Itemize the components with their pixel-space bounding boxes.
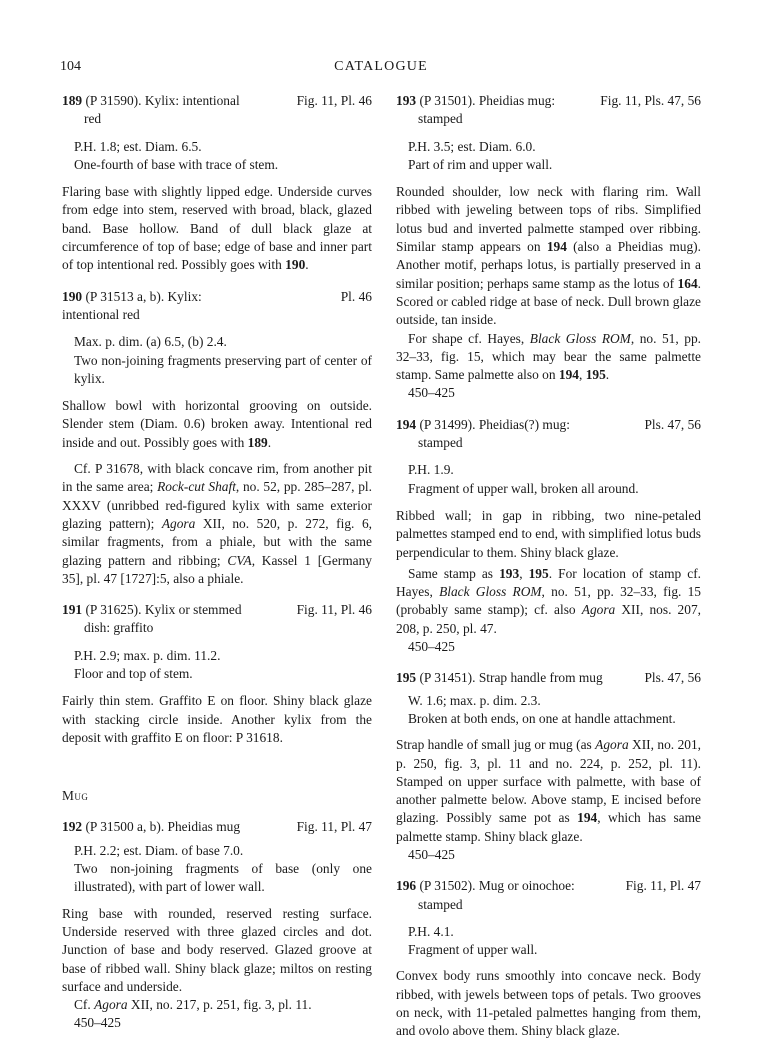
entry-title: (P 31625). Kylix or stemmed [82,602,242,618]
entry-title: (P 31502). Mug or oinochoe: [416,878,575,894]
page-number: 104 [60,59,81,74]
running-title: CATALOGUE [334,59,428,74]
entry-heading [62,601,372,638]
measurements: P.H. 3.5; est. Diam. 6.0. [408,138,536,154]
entry-subtitle: stamped [418,111,463,127]
comparanda: Cf. P 31678, with black concave rim, from another pit in the same area; Rock-cut Shaft, no. 52, pp. 285–287, pl. XXXV (unribbed red-figured kylix with same exterior glazing pattern); Agora XII, no. 520, p. 272, fig. 6, similar fragments, from a phiale, but with the same glazing pattern and ribbing; CVA, Kassel 1 [Germany 35], pl. 47 [1727]:5, also a phiale. [62,461,373,586]
entry-number: 192 [62,818,83,834]
preservation: Fragment of upper wall. [408,942,538,958]
preservation: Fragment of upper wall, broken all around. [408,480,639,496]
catalogue-entry-190 [62,288,372,588]
catalogue-entry-192 [62,818,372,1033]
entry-number: 196 [396,878,417,894]
catalogue-entry-194 [396,416,701,657]
entry-subtitle: red [84,111,102,127]
comparanda: Same stamp as 193, 195. For location of stamp cf. Hayes, Black Gloss ROM, no. 51, pp. 32–33, fig. 15 (probably same stamp); cf. also Agora XII, nos. 207, 208, p. 250, pl. 47. [396,565,702,636]
entry-title: (P 31500 a, b). Pheidias mug [82,818,241,834]
entry-number: 191 [62,602,83,618]
entry-number: 194 [396,416,417,432]
entry-title: (P 31501). Pheidias mug: [416,93,556,108]
preservation: Two non-joining fragments of base (only one illustrated), with part of lower wall. [74,861,372,895]
entry-title: (P 31513 a, b). Kylix: intentional red [62,288,202,322]
entry-subtitle: dish: graffito [84,620,154,636]
measurements: Max. p. dim. (a) 6.5, (b) 2.4. [74,334,227,350]
entry-heading [62,818,372,836]
preservation: Two non-joining fragments preserving part of center of kylix. [74,352,372,386]
entry-heading [396,92,701,129]
catalogue-entry-195 [396,669,701,864]
entry-title: (P 31499). Pheidias(?) mug: [416,416,570,432]
date-range: 450–425 [408,385,455,401]
description: Strap handle of small jug or mug (as Agora XII, no. 201, p. 250, fig. 3, pl. 11 and no. 224, p. 252, pl. 11). Stamped on upper surface with palmette, with base of another palmette below. Above stamp, E incised before glazing. Possibly same pot as 194, which has same palmette stamp. Shiny black glaze. [396,737,702,844]
preservation: Broken at both ends, on one at handle attachment. [408,710,676,726]
entry-heading [396,416,701,453]
figure-refs: Fig. 11, Pl. 47 [296,818,372,834]
catalogue-entry-191 [62,601,372,747]
preservation: One-fourth of base with trace of stem. [74,156,279,172]
description: Flaring base with slightly lipped edge. Underside curves from edge into stem, reserved with broad, black, glazed band. Base hollow. Band of dull black glaze at circumference of top of base; edge of base and inner part of top intentional red. Possibly goes with 190. [62,184,372,273]
description: Fairly thin stem. Graffito E on floor. Shiny black glaze with stacking circle inside. Another kylix from the deposit with graffito E on floor: P 31618. [62,693,372,745]
entry-title: (P 31590). Kylix: intentional [82,93,240,108]
date-range: 450–425 [74,1015,121,1031]
description: Shallow bowl with horizontal grooving on outside. Slender stem (Diam. 0.6) broken away. Intentional red inside and out. Possibly goes with 189. [62,398,372,450]
left-column [62,92,372,1033]
figure-refs: Pls. 47, 56 [644,416,701,432]
comparanda: For shape cf. Hayes, Black Gloss ROM, no. 51, pp. 32–33, fig. 15, which may bear the same palmette stamp. Same palmette also on 194, 195. [396,330,701,383]
measurements: P.H. 4.1. [408,923,454,939]
figure-refs: Fig. 11, Pl. 46 [296,93,372,108]
entry-heading [396,669,701,687]
date-range: 450–425 [408,846,455,862]
preservation: Floor and top of stem. [74,666,193,682]
section-heading-mug: Mug [62,788,89,804]
preservation: Part of rim and upper wall. [408,156,553,172]
description: Ring base with rounded, reserved resting surface. Underside reserved with three glazed circles and dot. Junction of base and body reserved. Glazed groove at base of ribbed wall. Shiny black glaze; miltos on resting surface and underside. [62,905,372,994]
entry-number: 193 [396,93,417,108]
entry-heading [62,288,372,325]
description: Convex body runs smoothly into concave neck. Body ribbed, with jewels between tops of petals. Two grooves on neck, with 11-petaled palmettes hanging from them, and ovolo above them. Shiny black glaze. [396,968,701,1039]
comparanda: Cf. Agora XII, no. 217, p. 251, fig. 3, pl. 11. [74,997,312,1013]
measurements: P.H. 2.9; max. p. dim. 11.2. [74,647,221,663]
measurements: P.H. 1.8; est. Diam. 6.5. [74,138,202,154]
entry-heading [62,92,372,129]
description: Ribbed wall; in gap in ribbing, two nine-petaled palmettes stamped end to end, with simplified lotus buds perpendicular to them. Shiny black glaze. [396,507,701,560]
catalogue-entry-196 [396,877,701,1040]
measurements: W. 1.6; max. p. dim. 2.3. [408,692,541,708]
figure-refs: Fig. 11, Pls. 47, 56 [600,93,701,108]
entry-subtitle: stamped [418,896,463,912]
catalogue-entry-193 [396,92,701,403]
entry-title: (P 31451). Strap handle from mug [416,670,603,686]
page-header [60,58,702,78]
entry-number: 190 [62,288,83,304]
measurements: P.H. 2.2; est. Diam. of base 7.0. [74,842,244,858]
description: Rounded shoulder, low neck with flaring rim. Wall ribbed with jeweling between tops of ribs. Simplified lotus bud and inverted palmette stamped over ribbing. Similar stamp appears on 194 (also a Pheidias mug). Another motif, perhaps lotus, is partially preserved in a similar position; perhaps same stamp as the lotus of 164. Scored or cabled ridge at base of neck. Dull brown glaze outside, tan inside. [396,184,701,328]
figure-refs: Fig. 11, Pl. 46 [296,602,372,618]
figure-refs: Pl. 46 [340,288,372,304]
figure-refs: Pls. 47, 56 [644,670,701,686]
entry-number: 195 [396,670,417,686]
date-range: 450–425 [408,639,455,655]
right-column [396,92,701,1041]
measurements: P.H. 1.9. [408,462,454,478]
catalogue-entry-189 [62,92,372,275]
entry-heading [396,877,701,914]
entry-subtitle: stamped [418,435,463,451]
figure-refs: Fig. 11, Pl. 47 [625,878,701,894]
entry-number: 189 [62,93,83,108]
